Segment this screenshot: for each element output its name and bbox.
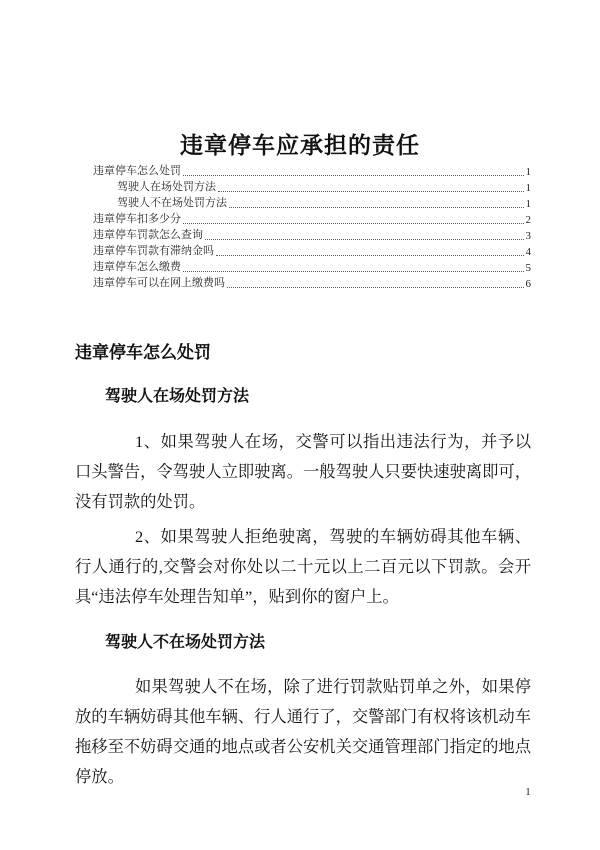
toc-entry[interactable] <box>93 226 531 242</box>
subsection-heading-driver-present: 驾驶人在场处罚方法 <box>105 388 250 405</box>
toc-entry-page: 6 <box>525 278 531 290</box>
toc-entry[interactable] <box>93 242 531 258</box>
toc-entry-label: 违章停车可以在网上缴费吗 <box>93 277 225 289</box>
section-heading-how-to-punish: 违章停车怎么处罚 <box>75 343 211 362</box>
toc-entry-label: 违章停车怎么处罚 <box>93 165 181 177</box>
page-number: 1 <box>525 786 531 798</box>
toc-dotted-leader <box>183 175 524 176</box>
toc-dotted-leader <box>227 287 524 288</box>
toc-entry[interactable] <box>93 210 531 226</box>
toc-entry-label: 违章停车罚款怎么查询 <box>93 229 203 241</box>
body-paragraph: 1、如果驾驶人在场，交警可以指出违法行为，并予以口头警告，令驾驶人立即驶离。一般驾驶人只要快速驶离即可，没有罚款的处罚。 <box>75 432 531 511</box>
toc-entry-page: 1 <box>525 182 531 194</box>
toc-entry-label: 驾驶人不在场处罚方法 <box>117 197 227 209</box>
toc-entry[interactable] <box>93 162 531 178</box>
toc-entry-page: 1 <box>525 166 531 178</box>
toc-entry-page: 1 <box>525 198 531 210</box>
toc-dotted-leader <box>205 239 524 240</box>
toc-entry-page: 3 <box>525 230 531 242</box>
toc-entry-page: 5 <box>525 262 531 274</box>
toc-entry[interactable] <box>93 274 531 290</box>
toc-entry-label: 驾驶人在场处罚方法 <box>117 181 216 193</box>
toc-entry[interactable] <box>93 178 531 194</box>
toc-dotted-leader <box>216 255 524 256</box>
toc-entry-page: 2 <box>525 214 531 226</box>
document-title: 违章停车应承担的责任 <box>180 132 420 158</box>
toc-entry[interactable] <box>93 258 531 274</box>
body-paragraph: 2、如果驾驶人拒绝驶离，驾驶的车辆妨碍其他车辆、行人通行的,交警会对你处以二十元以上二百元以下罚款。会开具“违法停车处理告知单”，贴到你的窗户上。 <box>75 527 531 606</box>
body-paragraph: 如果驾驶人不在场，除了进行罚款贴罚单之外，如果停放的车辆妨碍其他车辆、行人通行了，交警部门有权将该机动车拖移至不妨碍交通的地点或者公安机关交通管理部门指定的地点停放。 <box>75 677 531 786</box>
toc-entry-label: 违章停车怎么缴费 <box>93 261 181 273</box>
toc-dotted-leader <box>183 271 524 272</box>
toc-dotted-leader <box>183 223 524 224</box>
toc-dotted-leader <box>229 207 524 208</box>
toc-dotted-leader <box>218 191 524 192</box>
toc-entry-label: 违章停车扣多少分 <box>93 213 181 225</box>
toc-entry[interactable] <box>93 194 531 210</box>
table-of-contents <box>93 162 531 290</box>
toc-entry-label: 违章停车罚款有滞纳金吗 <box>93 245 214 257</box>
toc-entry-page: 4 <box>525 246 531 258</box>
subsection-heading-driver-absent: 驾驶人不在场处罚方法 <box>105 634 266 651</box>
